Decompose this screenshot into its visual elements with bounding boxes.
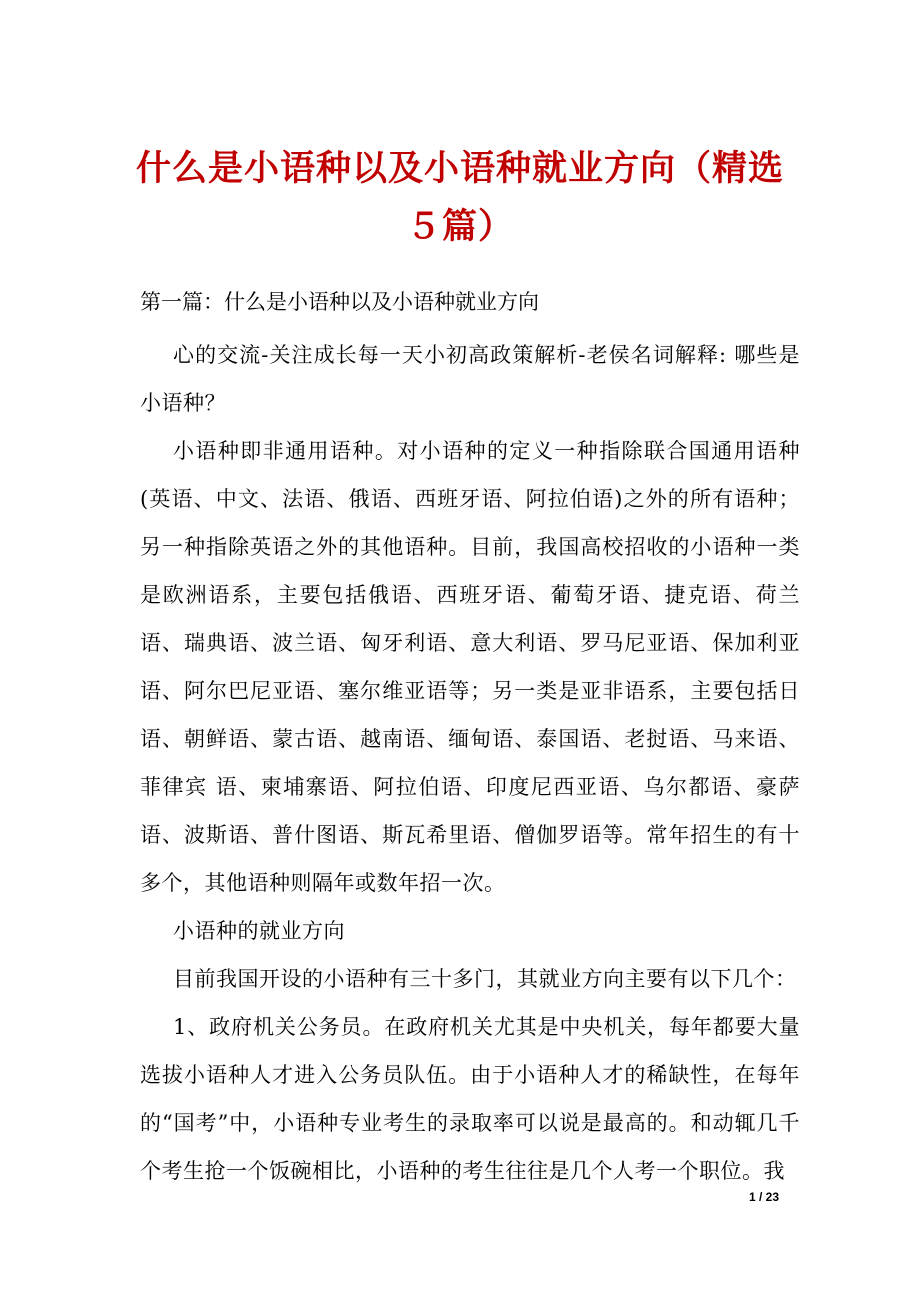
paragraph-subheading: 小语种的就业方向 [173,919,345,943]
document-body [140,331,800,1195]
paragraph-intro: 心的交流-关注成长每一天小初高政策解析-老侯名词解释: 哪些是小语种？ [140,343,800,415]
section-heading: 第一篇：什么是小语种以及小语种就业方向 [140,290,539,314]
document-title: 什么是小语种以及小语种就业方向（精选５篇） [135,148,784,247]
paragraph-overview: 目前我国开设的小语种有三十多门，其就业方向主要有以下几个： [173,967,797,991]
page-number: 1 / 23 [748,1190,779,1204]
paragraph-definition: 小语种即非通用语种。对小语种的定义一种指除联合国通用语种(英语、中文、法语、俄语、西班牙语、阿拉伯语)之外的所有语种；另一种指除英语之外的其他语种。目前，我国高校招收的小语种一类是欧洲语系，主要包括俄语、西班牙语、葡萄牙语、捷克语、荷兰语、瑞典语、波兰语、匈牙利语、意大利语、罗马尼亚语、保加利亚语、阿尔巴尼亚语、塞尔维亚语等；另一类是亚非语系，主要包括日语、朝鲜语、蒙古语、越南语、缅甸语、泰国语、老挝语、马来语、菲律宾 语、柬埔寨语、阿拉伯语、印度尼西亚语、乌尔都语、豪萨语、波斯语、普什图语、斯瓦希里语、僧伽罗语等。常年招生的有十多个，其他语种则隔年或数年招一次。 [140,439,800,895]
paragraph-civil-service: 1、政府机关公务员。在政府机关尤其是中央机关，每年都要大量选拔小语种人才进入公务员队伍。由于小语种人才的稀缺性，在每年的“国考”中，小语种专业考生的录取率可以说是最高的。和动辄几千个考生抢一个饭碗相比，小语种的考生往往是几个人考一个职位。我 [140,1015,800,1183]
